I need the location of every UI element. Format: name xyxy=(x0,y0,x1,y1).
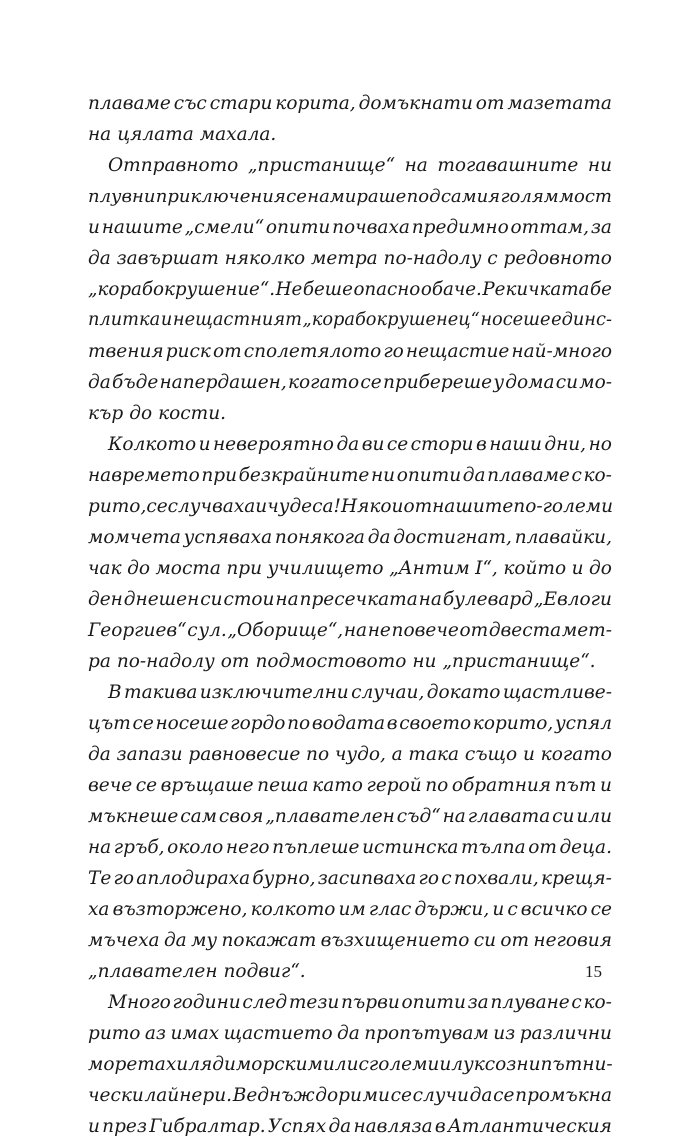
text-line: и нашите „смели“ опити почваха предимно оттам, за xyxy=(88,217,612,238)
text-line: рито аз имах щастието да пропътувам из различни xyxy=(88,1023,612,1044)
text-line: ха възторжено, колкото им глас държи, и с всичко се xyxy=(88,899,612,920)
paragraph xyxy=(88,429,612,677)
paragraph xyxy=(88,987,612,1142)
text-line: да запази равновесие по чудо, а така също и когато xyxy=(88,744,612,765)
text-line: мъкнеше сам своя „плавателен съд“ на главата си или xyxy=(88,806,612,827)
text-line: чак до моста при училището „Антим I“, който и до xyxy=(88,558,612,579)
text-line: плувни приключения се намираше под самия голям мост xyxy=(88,186,612,207)
paragraph xyxy=(88,150,612,429)
text-line: чески лайнери. Веднъж дори ми се случи да се промъкна xyxy=(88,1085,612,1106)
text-line: „корабокрушение“. Не беше опасно обаче. Рекичката бе xyxy=(88,279,612,300)
text-line: навремето при безкрайните ни опити да плаваме с ко- xyxy=(88,465,612,486)
text-line: и през Гибралтар. Успях да навляза в Атлантическия xyxy=(88,1116,612,1137)
text-line: на гръб, около него пъплеше истинска тълпа от деца. xyxy=(88,837,612,858)
text-line: рито, се случваха и чудеса! Някои от нашите по-големи xyxy=(88,496,614,517)
page-body xyxy=(88,88,614,1137)
text-line: Много години след тези първи опити за плуване с ко- xyxy=(108,992,612,1013)
text-line: „плавателен подвиг“. xyxy=(88,961,306,982)
page-number: 15 xyxy=(585,962,602,981)
text-line: ра по-надолу от подмостовото ни „пристанище“. xyxy=(88,651,596,672)
text-line: морета хиляди морски мили с големи и луксозни пътни- xyxy=(88,1054,613,1075)
text-line: Колкото и невероятно да ви се стори в наши дни, но xyxy=(108,434,612,455)
text-line: Отправното „пристанище“ на тогавашните ни xyxy=(108,155,612,176)
text-line: плитка и нещастният „корабокрушенец“ носеше единс- xyxy=(88,310,612,330)
text-line: твения риск от сполетялото го нещастие най-много xyxy=(88,341,612,362)
paragraph xyxy=(88,88,612,150)
text-line: плаваме със стари корита, домъкнати от мазетата xyxy=(88,93,612,114)
text-line: на цялата махала. xyxy=(88,124,277,145)
text-line: момчета успяваха понякога да достигнат, плавайки, xyxy=(88,527,612,548)
text-line: да завършат няколко метра по-надолу с редовното xyxy=(88,248,612,269)
text-line: цът се носеше гордо по водата в своето корито, успял xyxy=(88,713,612,734)
text-line: да бъде напердашен, когато се прибереше у дома си мо- xyxy=(88,372,612,393)
text-line: кър до кости. xyxy=(88,403,226,424)
text-line: ден днешен си стои на пресечката на булевард „Евлоги xyxy=(88,589,612,610)
text-line: мъчеха да му покажат възхищението си от неговия xyxy=(88,930,612,951)
text-line: вече се връщаше пеша като герой по обратния път и xyxy=(88,775,612,796)
paragraph xyxy=(88,677,612,987)
text-line: В такива изключителни случаи, докато щастливе- xyxy=(108,682,612,703)
text-line: Те го аплодираха бурно, засипваха го с похвали, крещя- xyxy=(88,868,612,889)
text-line: Георгиев“ с ул. „Оборище“, на не повече от двеста мет- xyxy=(88,620,612,641)
